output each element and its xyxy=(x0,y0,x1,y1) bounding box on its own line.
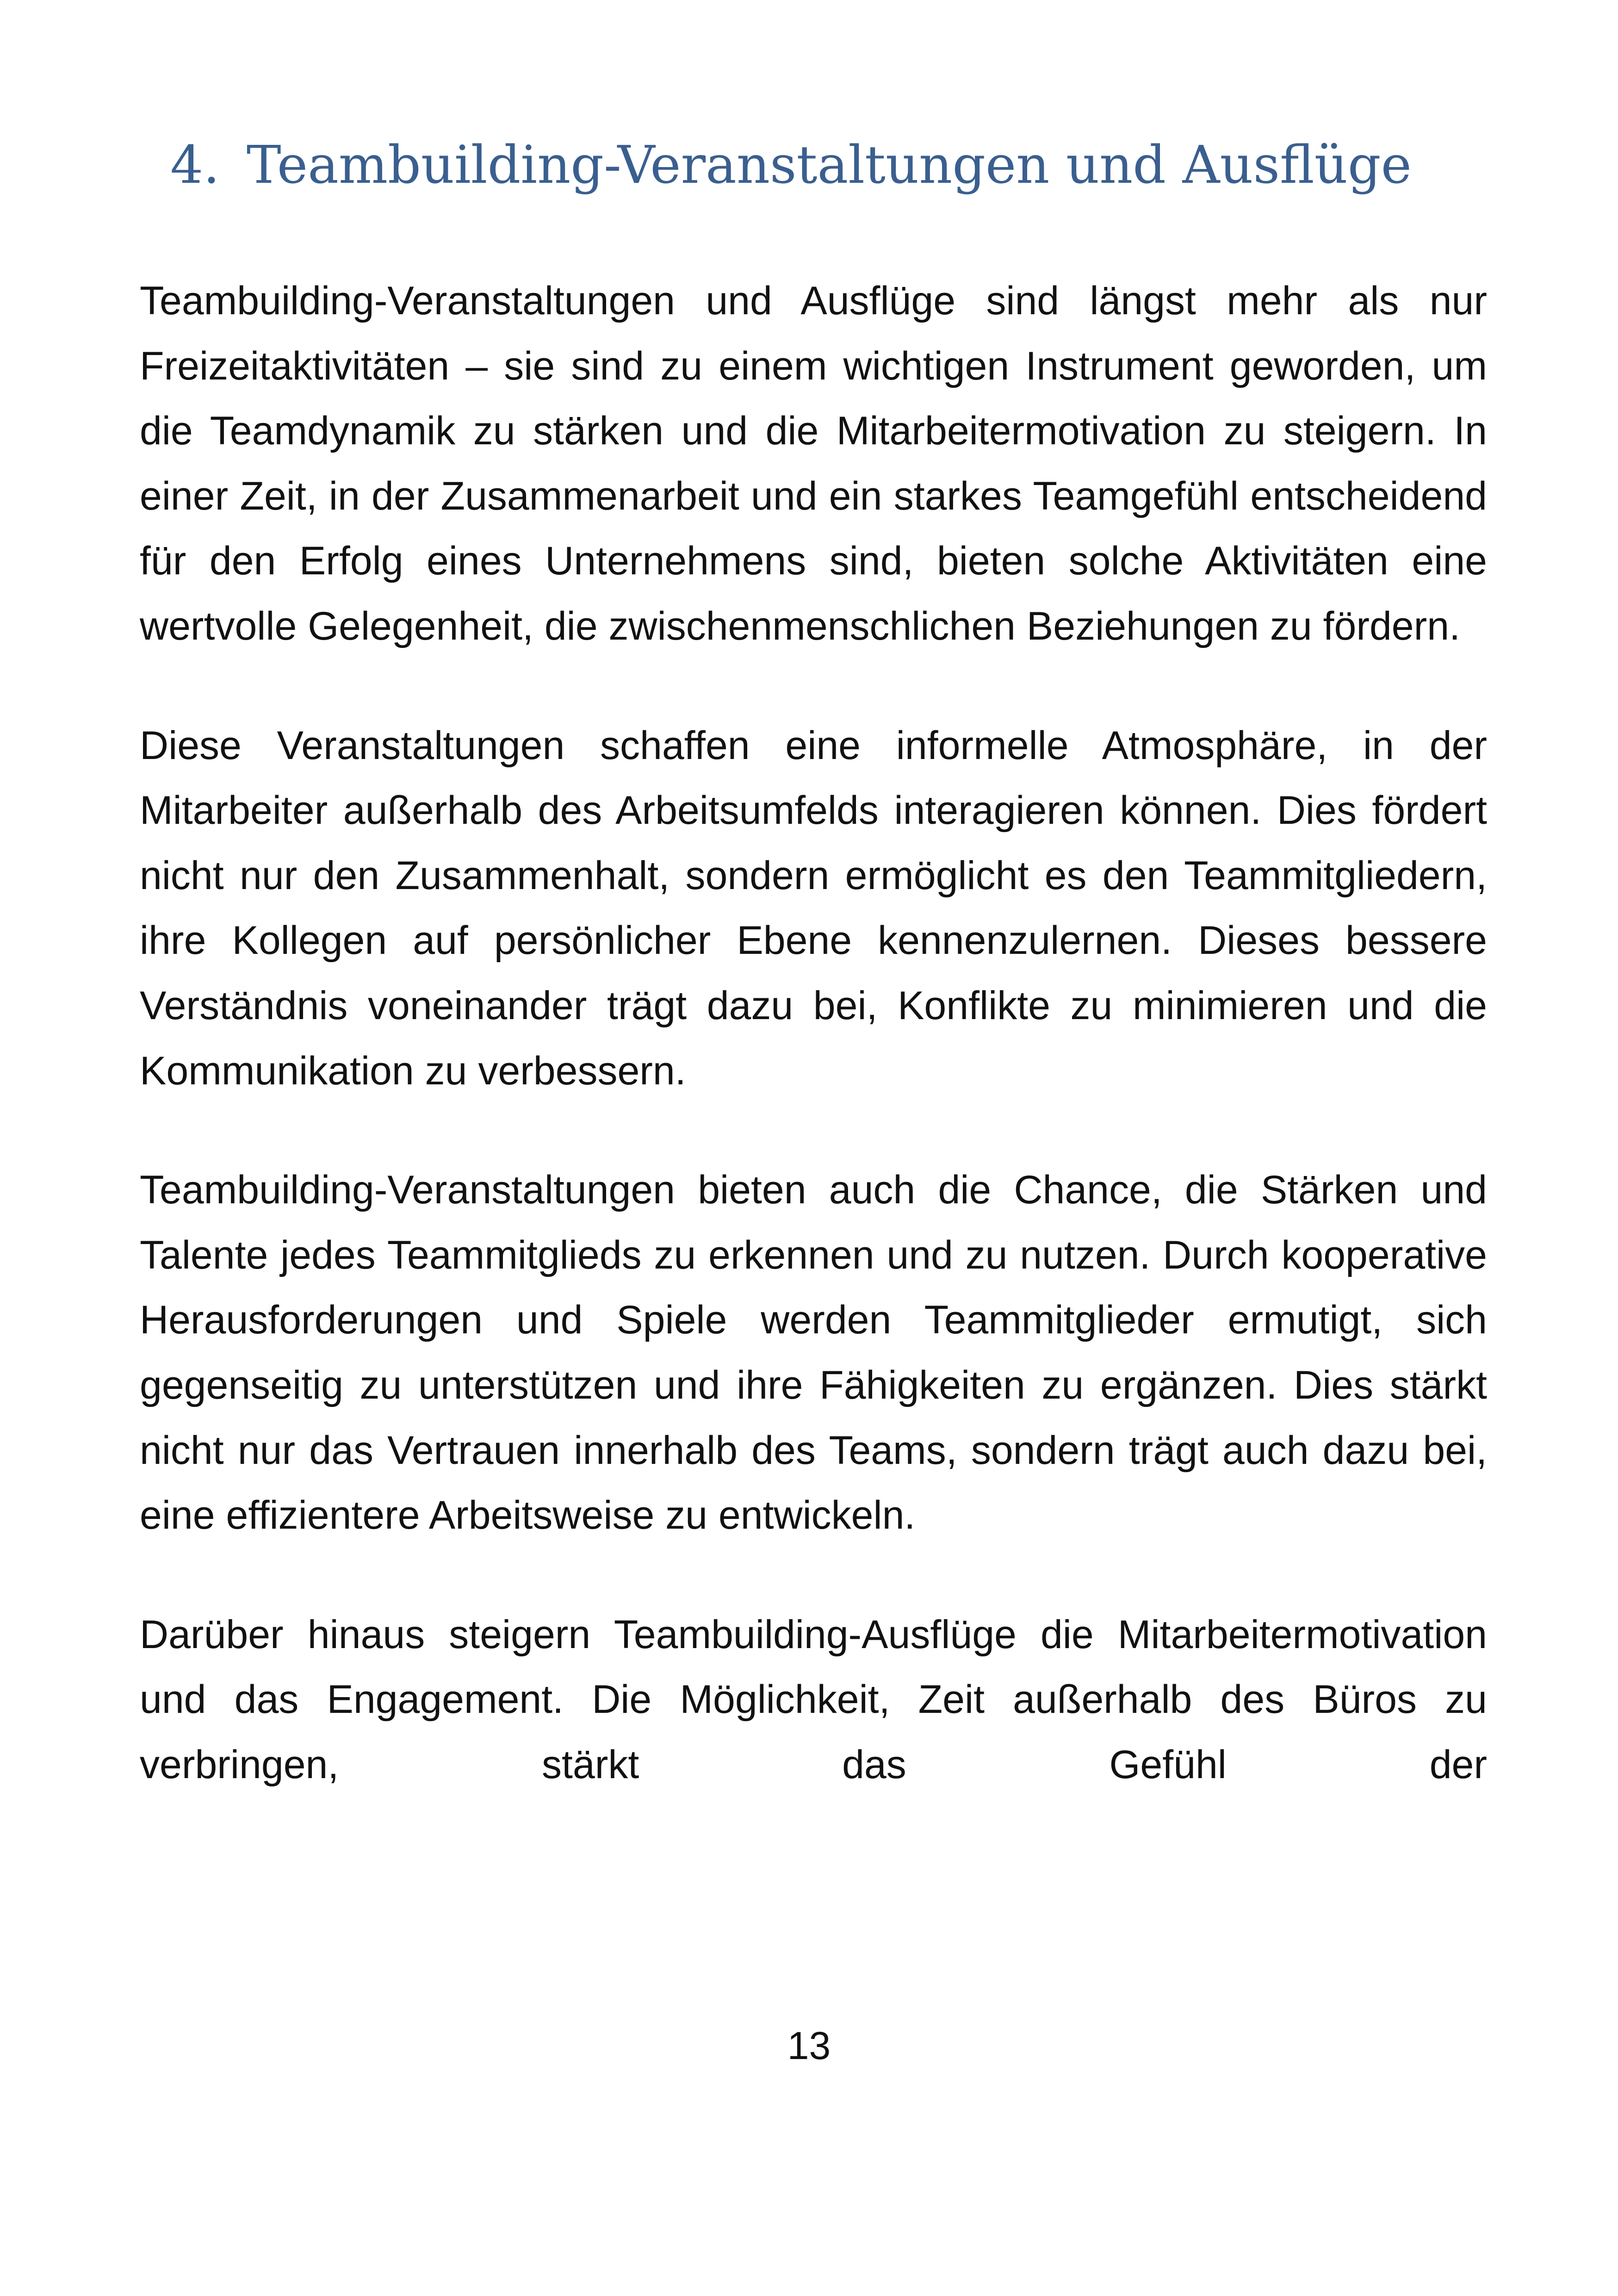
section-heading xyxy=(170,134,1512,196)
section-title: Teambuilding-Veranstaltungen und Ausflüge xyxy=(246,135,1412,195)
body-text xyxy=(140,268,1487,1851)
paragraph-4: Darüber hinaus steigern Teambuilding-Ausflüge die Mitarbeitermotivation und das Engagement. Die Möglichkeit, Zeit außerhalb des Büros zu verbringen, stärkt das Gefühl der xyxy=(140,1612,1487,1787)
paragraph-3: Teambuilding-Veranstaltungen bieten auch die Chance, die Stärken und Talente jedes Teammitglieds zu erkennen und zu nutzen. Durch kooperative Herausforderungen und Spiele werden Teammitglieder ermutigt, sich gegenseitig zu unterstützen und ihre Fähigkeiten zu ergänzen. Dies stärkt nicht nur das Vertrauen innerhalb des Teams, sondern trägt auch dazu bei, eine effizientere Arbeitsweise zu entwickeln. xyxy=(140,1168,1487,1538)
paragraph-1: Teambuilding-Veranstaltungen und Ausflüge sind längst mehr als nur Freizeitaktivitäten – sie sind zu einem wichtigen Instrument geworden, um die Teamdynamik zu stärken und die Mitarbeitermotivation zu steigern. In einer Zeit, in der Zusammenarbeit und ein starkes Teamgefühl entscheidend für den Erfolg eines Unternehmens sind, bieten solche Aktivitäten eine wertvolle Gelegenheit, die zwischenmenschlichen Beziehungen zu fördern. xyxy=(140,279,1487,648)
section-number: 4. xyxy=(170,135,220,195)
page-number: 13 xyxy=(787,2024,831,2067)
paragraph-2: Diese Veranstaltungen schaffen eine informelle Atmosphäre, in der Mitarbeiter außerhalb des Arbeitsumfelds interagieren können. Dies fördert nicht nur den Zusammenhalt, sondern ermöglicht es den Teammitgliedern, ihre Kollegen auf persönlicher Ebene kennenzulernen. Dieses bessere Verständnis voneinander trägt dazu bei, Konflikte zu minimieren und die Kommunikation zu verbessern. xyxy=(140,723,1487,1093)
